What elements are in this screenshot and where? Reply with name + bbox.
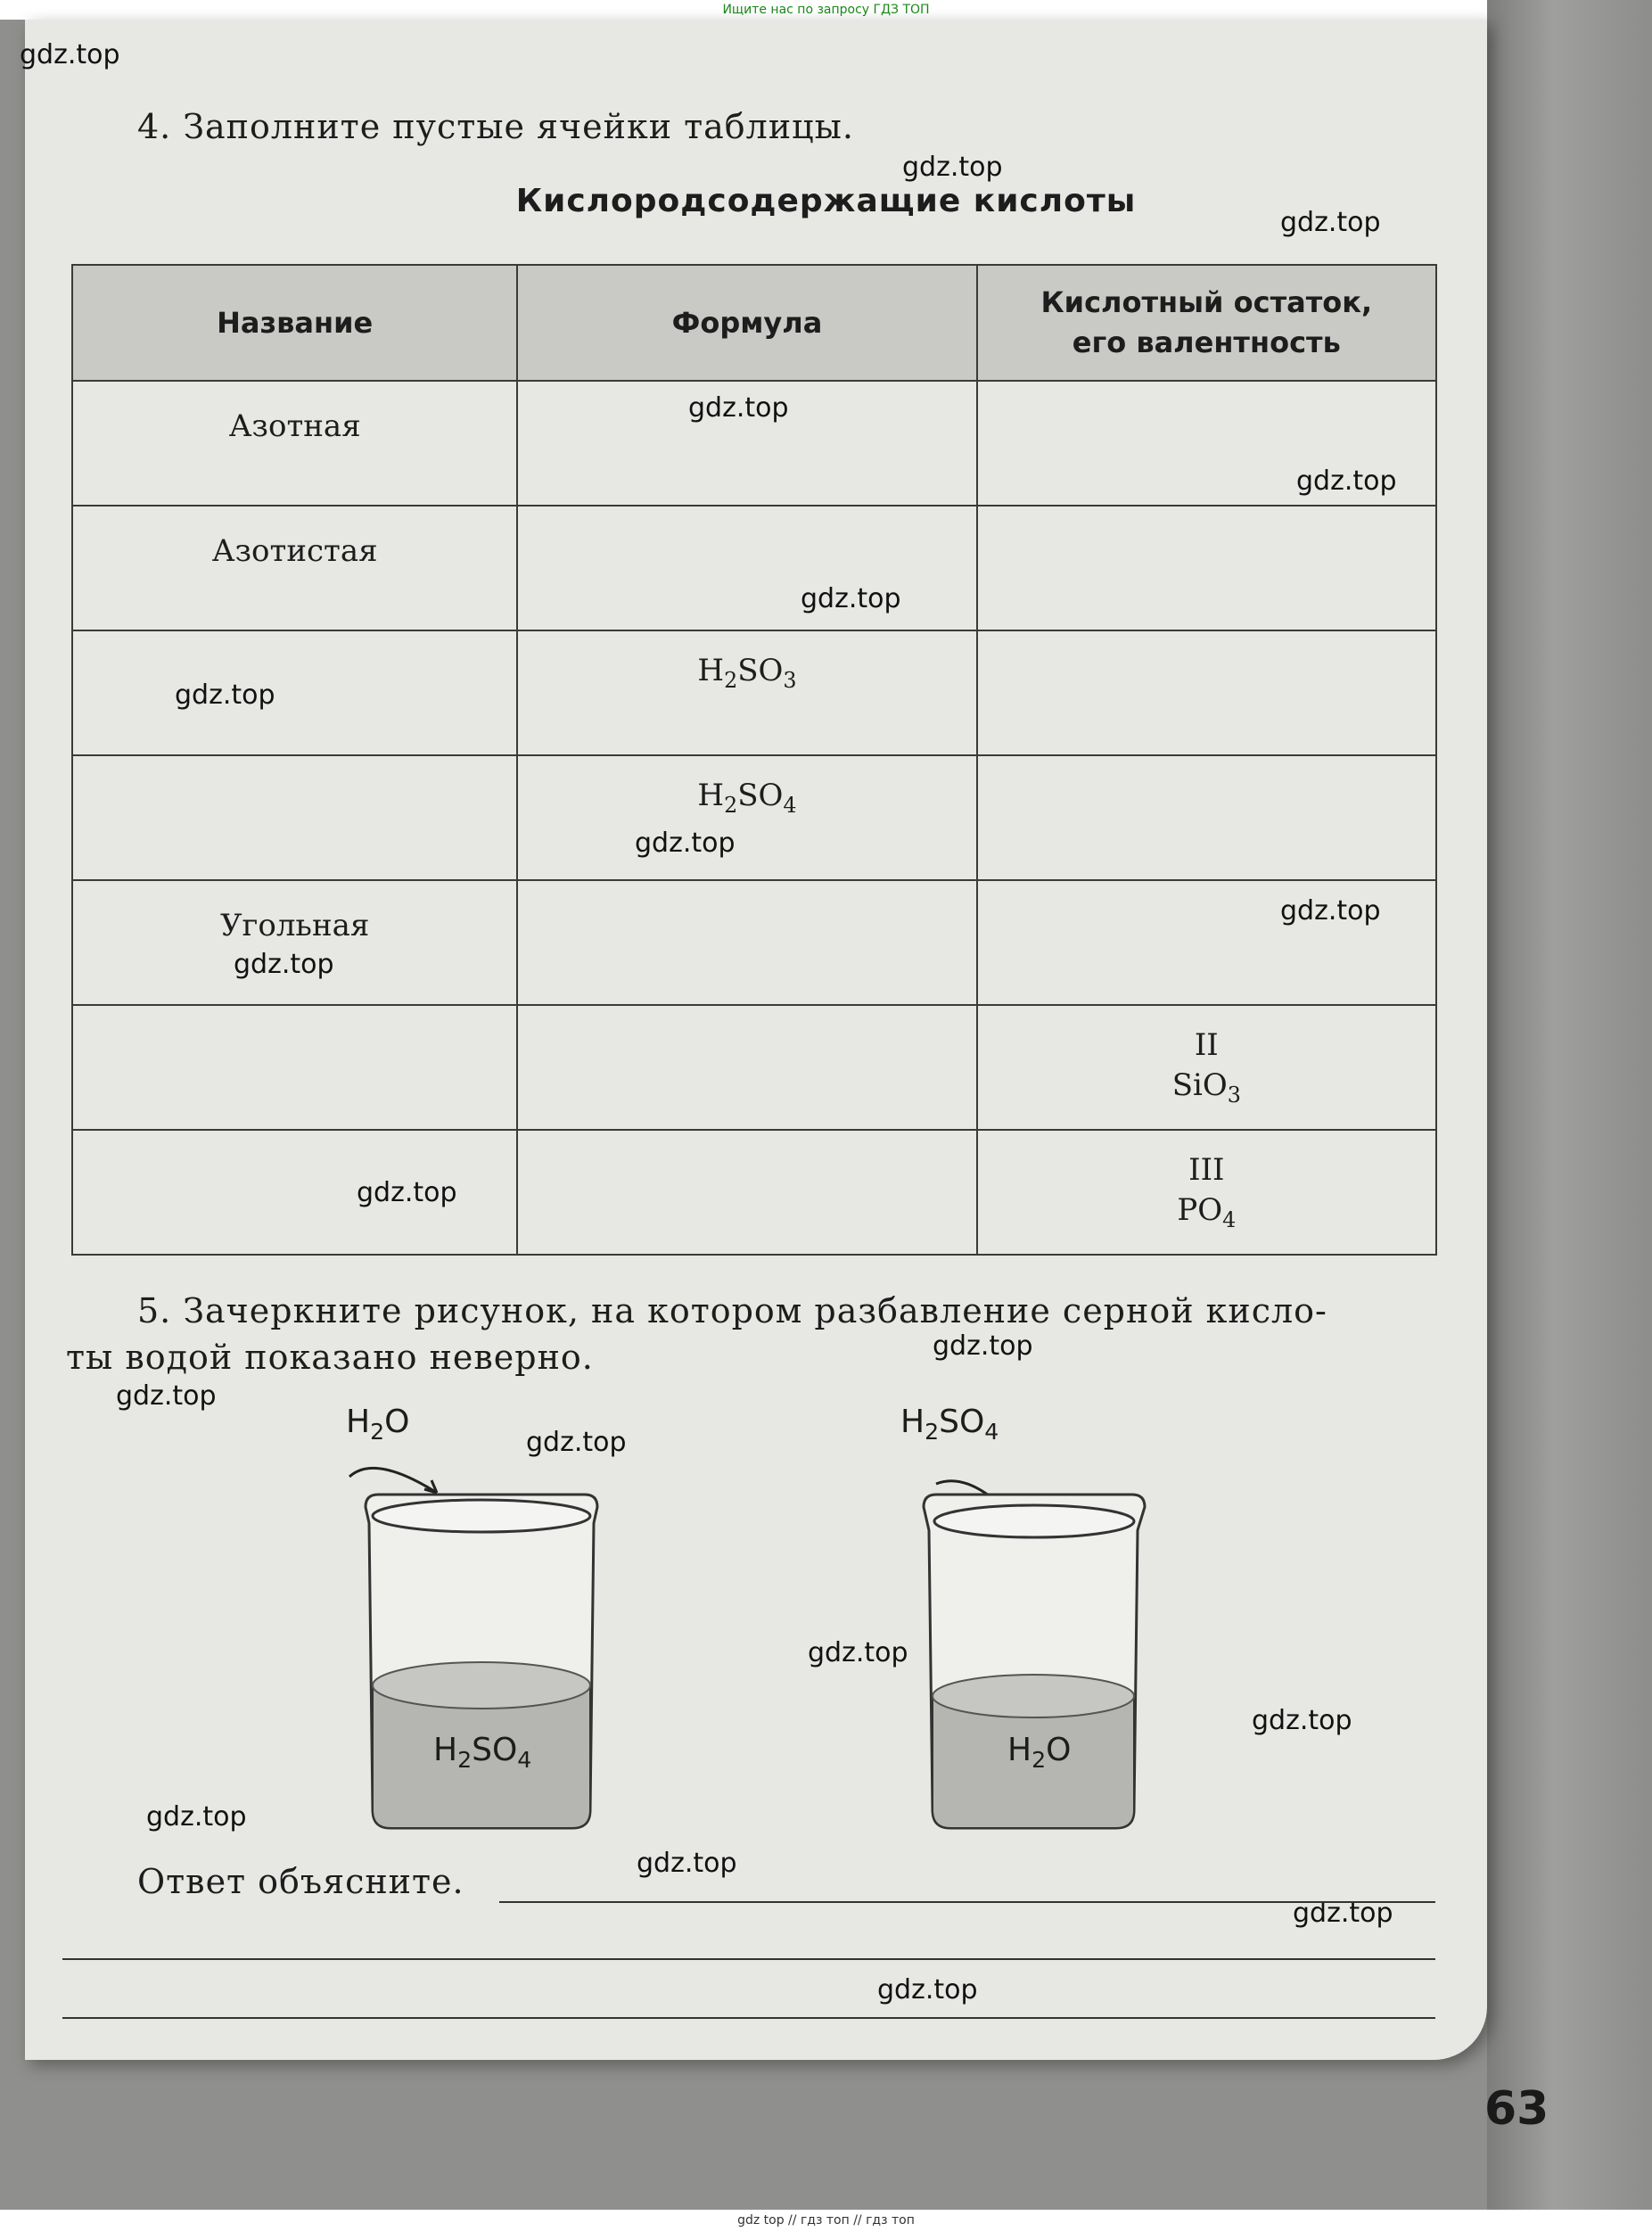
watermark: gdz.top	[1296, 465, 1397, 497]
beaker-content-right: $H_2O$	[1007, 1732, 1072, 1774]
pour-label-right: $H_2SO_4$	[900, 1404, 999, 1445]
watermark: gdz.top	[933, 1330, 1033, 1362]
header-residue-line1: Кислотный остаток,	[1040, 285, 1373, 320]
watermark: gdz.top	[234, 949, 334, 980]
watermark: gdz.top	[146, 1801, 247, 1833]
cell-formula-empty[interactable]	[517, 381, 976, 506]
acid-name: Азотная	[228, 408, 361, 444]
beaker-content-left: $H_2SO_4$	[433, 1732, 532, 1774]
cell-formula-empty[interactable]	[517, 1130, 976, 1255]
watermark: gdz.top	[357, 1177, 457, 1208]
cell-name-empty[interactable]	[72, 1130, 517, 1255]
watermark: gdz.top	[688, 392, 789, 424]
residue-valence: II	[1194, 1026, 1219, 1063]
watermark: gdz.top	[1293, 1898, 1393, 1929]
cell-formula-empty[interactable]	[517, 880, 976, 1005]
watermark: gdz.top	[877, 1974, 978, 2006]
cell-residue	[977, 1130, 1436, 1255]
cell-name[interactable]	[72, 880, 517, 1005]
watermark: gdz.top	[808, 1637, 908, 1668]
cell-residue-empty[interactable]	[977, 506, 1436, 630]
header-residue	[977, 265, 1436, 381]
cell-residue-empty[interactable]	[977, 755, 1436, 880]
table-row	[72, 755, 1436, 880]
table-row	[72, 1005, 1436, 1130]
header-formula: Формула	[517, 265, 976, 381]
watermark: gdz.top	[902, 152, 1003, 183]
header-name: Название	[72, 265, 517, 381]
residue-formula: $PO_4$	[1177, 1192, 1237, 1233]
acid-name: Угольная	[219, 908, 370, 943]
watermark: gdz.top	[1280, 895, 1381, 927]
task-5-title-line2: ты водой показано неверно.	[66, 1338, 594, 1377]
watermark: gdz.top	[1252, 1705, 1352, 1736]
cell-formula	[517, 630, 976, 755]
answer-line[interactable]	[62, 1958, 1435, 1960]
acid-name: Азотистая	[211, 533, 378, 569]
table-header-row	[72, 265, 1436, 381]
answer-line[interactable]	[499, 1901, 1435, 1903]
answer-line[interactable]	[62, 2017, 1435, 2019]
cell-name-empty[interactable]	[72, 630, 517, 755]
table-title: Кислородсодержащие кислоты	[515, 183, 1137, 219]
cell-name[interactable]	[72, 506, 517, 630]
task-5-title-line1: 5. Зачеркните рисунок, на котором разбавление серной кисло-	[137, 1291, 1327, 1330]
cell-residue	[977, 1005, 1436, 1130]
watermark: gdz.top	[116, 1380, 217, 1412]
acids-table	[71, 264, 1437, 1256]
cell-residue-empty[interactable]	[977, 381, 1436, 506]
cell-formula-empty[interactable]	[517, 1005, 976, 1130]
beaker-right[interactable]	[909, 1445, 1168, 1837]
watermark: gdz.top	[635, 828, 736, 859]
table-row	[72, 880, 1436, 1005]
cell-formula	[517, 755, 976, 880]
task-4-title: 4. Заполните пустые ячейки таблицы.	[137, 107, 854, 146]
table-row	[72, 506, 1436, 630]
pour-label-left: $H_2O$	[346, 1404, 410, 1445]
table-row	[72, 1130, 1436, 1255]
pour-arrow-left	[349, 1468, 437, 1493]
watermark: gdz.top	[801, 583, 901, 614]
watermark: gdz.top	[20, 39, 120, 70]
cell-residue-empty[interactable]	[977, 880, 1436, 1005]
header-residue-line2: его валентность	[1072, 325, 1341, 359]
cell-name-empty[interactable]	[72, 1005, 517, 1130]
residue-valence: III	[1188, 1151, 1225, 1188]
acid-formula: $H_2SO_3$	[697, 653, 797, 693]
watermark: gdz.top	[637, 1848, 737, 1879]
residue-formula: SiO$_3$	[1171, 1067, 1241, 1108]
beaker-left[interactable]	[339, 1445, 624, 1837]
cell-name[interactable]	[72, 381, 517, 506]
table-row	[72, 630, 1436, 755]
page-number: 63	[1484, 2082, 1549, 2136]
bottom-banner[interactable]: gdz top // гдз топ // гдз топ	[0, 2210, 1652, 2232]
table-row	[72, 381, 1436, 506]
watermark: gdz.top	[1280, 207, 1381, 238]
cell-formula-empty[interactable]	[517, 506, 976, 630]
top-banner[interactable]: Ищите нас по запросу ГДЗ ТОП	[0, 0, 1652, 20]
watermark: gdz.top	[175, 679, 275, 711]
answer-label: Ответ объясните.	[137, 1862, 464, 1901]
cell-name-empty[interactable]	[72, 755, 517, 880]
watermark: gdz.top	[526, 1427, 627, 1458]
acid-formula: $H_2SO_4$	[697, 778, 797, 818]
book-margin	[1487, 0, 1652, 2232]
cell-residue-empty[interactable]	[977, 630, 1436, 755]
